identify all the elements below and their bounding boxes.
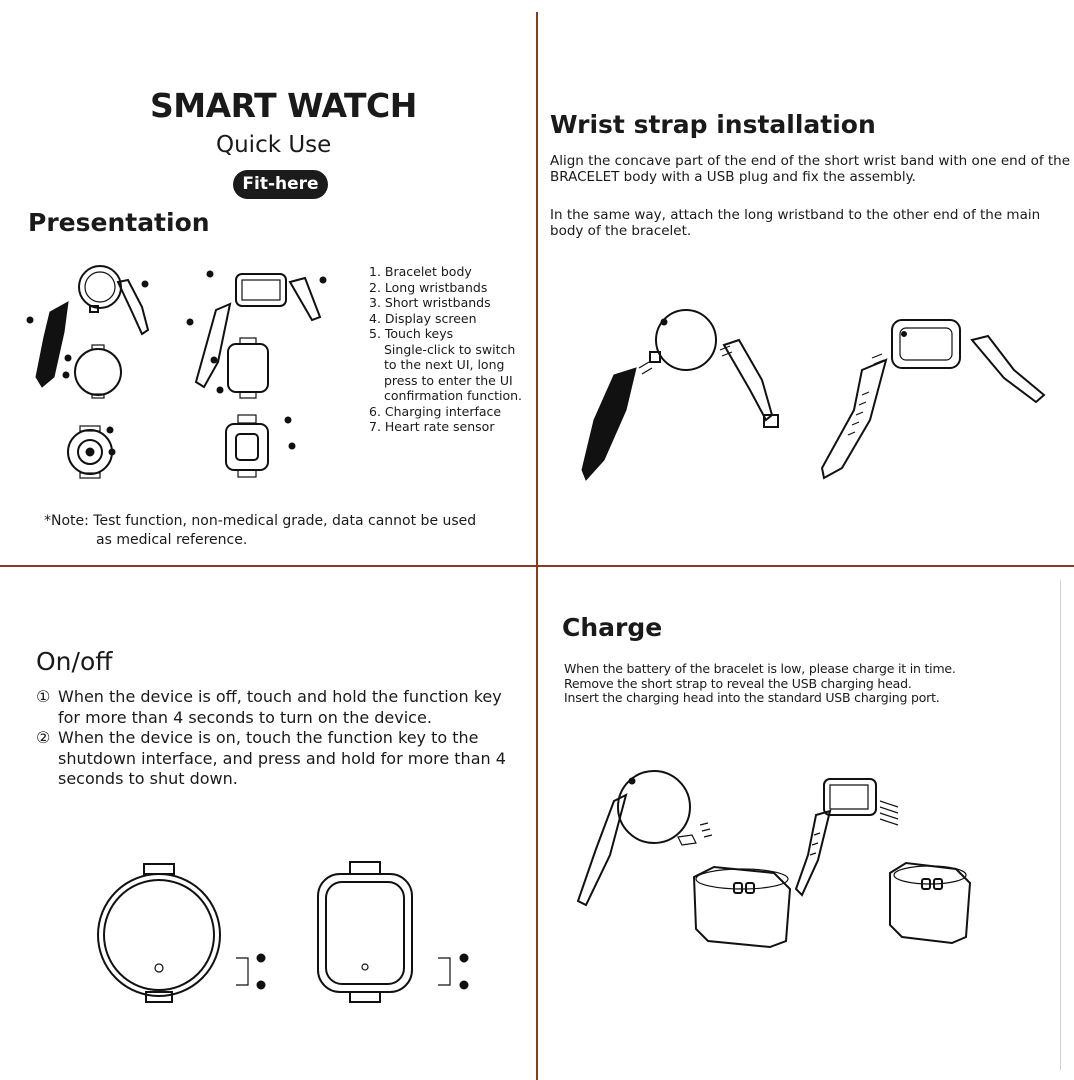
strap-instruction-1: Align the concave part of the end of the short wrist band with one end of the BRACELET body with a USB plug and fix the assembly. — [550, 153, 1071, 185]
step-number: ② — [36, 728, 51, 747]
parts-item: 4. Display screen — [369, 310, 477, 326]
parts-item-detail: to the next UI, long — [384, 357, 505, 372]
parts-item-detail: press to enter the UI — [384, 372, 513, 388]
strap-installation-heading: Wrist strap installation — [550, 110, 876, 139]
charging-illustration — [568, 765, 1028, 995]
parts-item: 2. Long wristbands — [369, 279, 488, 295]
touch-key-illustration — [96, 860, 516, 1020]
on-off-step — [36, 728, 526, 790]
presentation-heading: Presentation — [28, 208, 210, 237]
parts-item: 6. Charging interface — [369, 403, 502, 419]
parts-item: 5. Touch keys — [369, 326, 454, 341]
on-off-step — [36, 687, 526, 728]
strap-instruction-2: In the same way, attach the long wristband to the other end of the main body of the bracelet. — [550, 207, 1041, 239]
charge-instructions — [564, 662, 1064, 706]
strap-installation-illustration — [574, 300, 1074, 540]
parts-item-detail: Single-click to switch — [384, 341, 516, 357]
on-off-steps — [36, 687, 526, 790]
round-watch-parts-illustration — [20, 262, 190, 492]
step-number: ① — [36, 687, 51, 706]
square-watch-parts-illustration — [180, 262, 350, 492]
presentation-panel — [0, 0, 536, 565]
medical-note — [44, 512, 476, 550]
parts-item: 3. Short wristbands — [369, 295, 491, 310]
parts-item-detail: confirmation function. — [384, 388, 523, 403]
parts-list — [369, 264, 534, 435]
charge-panel — [538, 567, 1074, 1080]
step-text: When the device is on, touch the function key to the shutdown interface, and press and hold for more than 4 seconds to shut down. — [58, 728, 506, 788]
on-off-panel — [0, 567, 536, 1080]
on-off-heading: On/off — [36, 647, 113, 676]
parts-item: 7. Heart rate sensor — [369, 419, 495, 434]
page-title: SMART WATCH — [150, 86, 417, 125]
step-text: When the device is off, touch and hold the function key for more than 4 seconds to turn on the device. — [58, 687, 502, 727]
charge-line: When the battery of the bracelet is low, please charge it in time. — [564, 661, 956, 676]
page-subtitle: Quick Use — [216, 132, 332, 158]
charge-line: Remove the short strap to reveal the USB charging head. — [564, 675, 912, 691]
strap-installation-panel — [538, 0, 1074, 565]
fit-here-badge: Fit-here — [233, 170, 328, 199]
note-line: as medical reference. — [96, 532, 248, 548]
charge-heading: Charge — [562, 613, 663, 642]
charge-line: Insert the charging head into the standard USB charging port. — [564, 690, 940, 705]
note-line: *Note: Test function, non-medical grade, data cannot be used — [44, 513, 477, 529]
parts-item: 1. Bracelet body — [369, 264, 472, 279]
